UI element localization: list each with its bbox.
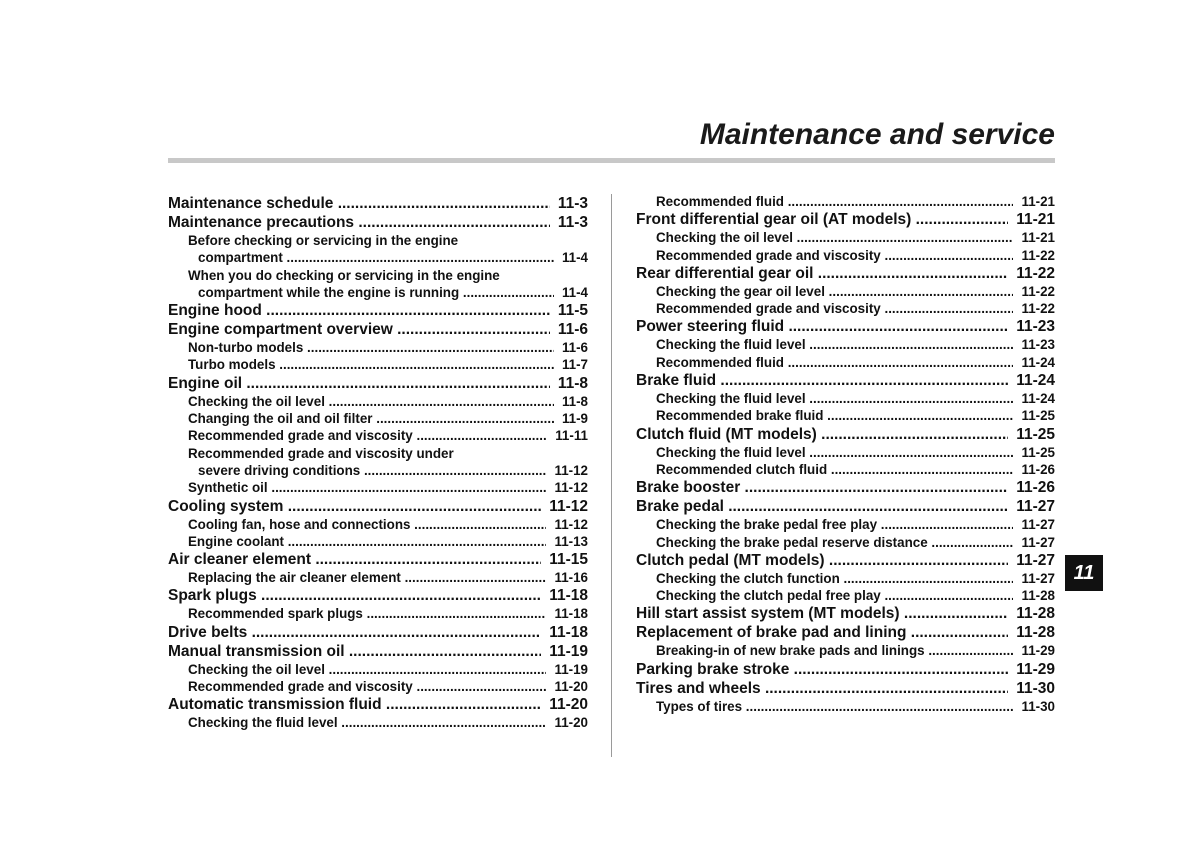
toc-page-number: 11-12 (554, 462, 588, 478)
toc-subentry[interactable] (636, 300, 1055, 317)
toc-page-number: 11-25 (1021, 408, 1055, 424)
toc-entry-label: Front differential gear oil (AT models) ..... (636, 210, 1008, 229)
toc-subentry[interactable] (636, 247, 1055, 264)
toc-subentry[interactable] (636, 283, 1055, 300)
toc-page-number: 11-20 (554, 715, 588, 731)
toc-page-number: 11-3 (557, 214, 588, 231)
toc-page-number: 11-12 (554, 480, 588, 496)
toc-entry-label: Checking the oil level ..... (188, 393, 554, 410)
chapter-title: Maintenance and service (699, 118, 1055, 151)
toc-subentry[interactable] (636, 229, 1055, 246)
toc-page-number: 11-11 (555, 428, 588, 444)
toc-entry-label: Checking the fluid level ..... (656, 390, 1013, 407)
toc-page-number: 11-27 (1021, 534, 1055, 550)
toc-subentry[interactable] (636, 698, 1055, 715)
toc-entry-label: Checking the oil level ..... (656, 229, 1013, 246)
toc-entry[interactable] (636, 623, 1055, 642)
toc-subentry[interactable] (168, 427, 588, 444)
toc-entry-label: Manual transmission oil ..... (168, 642, 541, 661)
toc-entry-label: Brake booster ..... (636, 478, 1008, 497)
toc-page-number: 11-6 (561, 340, 588, 356)
toc-subentry[interactable] (636, 354, 1055, 371)
toc-entry-label-line: When you do checking or servicing in the engine (188, 267, 500, 283)
toc-entry[interactable] (636, 210, 1055, 229)
toc-entry-label: Checking the clutch pedal free play ..... (656, 587, 1013, 604)
toc-entry-label: Checking the fluid level ..... (188, 714, 546, 731)
toc-page-number: 11-28 (1016, 605, 1055, 623)
toc-entry-label: Replacing the air cleaner element ..... (188, 569, 546, 586)
toc-page-number: 11-16 (554, 570, 588, 586)
toc-entry[interactable] (636, 264, 1055, 283)
toc-entry[interactable] (636, 660, 1055, 679)
toc-page-number: 11-23 (1021, 337, 1055, 353)
toc-entry-label: Recommended grade and viscosity ..... (188, 678, 546, 695)
toc-entry-label: Checking the clutch function ..... (656, 570, 1013, 587)
toc-entry-label: Brake pedal ..... (636, 497, 1008, 516)
toc-page-number: 11-27 (1021, 570, 1055, 586)
toc-entry-label: Automatic transmission fluid ..... (168, 695, 541, 714)
toc-subentry[interactable] (168, 410, 588, 427)
toc-subentry[interactable] (168, 356, 588, 373)
toc-entry-label: Tires and wheels ..... (636, 679, 1008, 698)
toc-entry-label: Maintenance schedule ..... (168, 194, 550, 213)
toc-entry-label: Non-turbo models ..... (188, 339, 554, 356)
toc-page-number: 11-3 (557, 195, 588, 212)
toc-entry-label-line: Before checking or servicing in the engine (188, 233, 459, 248)
toc-page-number: 11-23 (1016, 318, 1055, 336)
toc-page-number: 11-20 (549, 696, 588, 714)
toc-entry-label: Air cleaner element ..... (168, 550, 541, 569)
toc-entry-label: Replacement of brake pad and lining ..... (636, 623, 1008, 642)
toc-page-number: 11-6 (557, 321, 588, 339)
toc-page-number: 11-29 (1021, 643, 1055, 659)
toc-entry-label: Recommended spark plugs ..... (188, 605, 546, 622)
toc-entry-label: Recommended fluid ..... (656, 193, 1013, 210)
toc-entry-label: Clutch fluid (MT models) ..... (636, 425, 1008, 444)
toc-entry[interactable] (636, 604, 1055, 623)
toc-subentry[interactable] (636, 336, 1055, 353)
toc-subentry[interactable] (636, 642, 1055, 659)
toc-page-number: 11-21 (1021, 194, 1055, 209)
toc-entry[interactable] (168, 623, 588, 642)
toc-page-number: 11-22 (1021, 301, 1055, 317)
toc-entry-label: Spark plugs ..... (168, 586, 541, 605)
toc-page-number: 11-24 (1021, 354, 1055, 370)
toc-entry[interactable] (168, 320, 588, 339)
toc-subentry[interactable] (636, 390, 1055, 407)
toc-entry-label: compartment ..... (198, 249, 554, 266)
toc-entry-label: Power steering fluid ..... (636, 317, 1008, 336)
toc-entry[interactable] (168, 497, 588, 516)
toc-entry-label: Changing the oil and oil filter ..... (188, 410, 554, 427)
toc-page-number: 11-30 (1021, 698, 1055, 714)
toc-entry[interactable] (636, 425, 1055, 444)
toc-subentry[interactable] (168, 232, 588, 267)
toc-subentry[interactable] (168, 393, 588, 410)
toc-page-number: 11-20 (554, 679, 588, 695)
toc-subentry[interactable] (168, 267, 588, 302)
toc-subentry[interactable] (636, 193, 1055, 210)
toc-entry-label: Drive belts ..... (168, 623, 541, 642)
toc-page-number: 11-27 (1016, 498, 1055, 516)
toc-subentry[interactable] (168, 569, 588, 586)
toc-page-number: 11-21 (1021, 230, 1055, 246)
toc-entry-label-line: Recommended grade and viscosity under (188, 445, 454, 461)
toc-entry[interactable] (636, 317, 1055, 336)
toc-subentry[interactable] (168, 339, 588, 356)
toc-page-number: 11-22 (1016, 264, 1055, 282)
toc-entry-label: Checking the brake pedal free play ..... (656, 516, 1013, 533)
toc-entry-label: Recommended clutch fluid ..... (656, 461, 1013, 478)
toc-subentry[interactable] (168, 661, 588, 678)
toc-subentry[interactable] (168, 678, 588, 695)
toc-left-column (168, 194, 588, 732)
toc-page-number: 11-24 (1021, 391, 1055, 407)
toc-subentry[interactable] (636, 587, 1055, 604)
toc-page-number: 11-7 (561, 357, 588, 373)
toc-subentry[interactable] (636, 516, 1055, 533)
toc-entry[interactable] (636, 679, 1055, 698)
toc-page-number: 11-27 (1016, 551, 1055, 569)
toc-page-number: 11-8 (561, 393, 588, 409)
toc-entry-label: Rear differential gear oil ..... (636, 264, 1008, 283)
toc-entry[interactable] (636, 551, 1055, 570)
toc-entry[interactable] (636, 497, 1055, 516)
toc-page-number: 11-24 (1016, 372, 1055, 390)
toc-entry[interactable] (168, 695, 588, 714)
toc-entry[interactable] (636, 478, 1055, 497)
toc-subentry[interactable] (636, 534, 1055, 551)
toc-entry-label: Types of tires ..... (656, 698, 1013, 715)
toc-page-number: 11-5 (557, 302, 588, 320)
toc-subentry[interactable] (168, 479, 588, 496)
toc-entry[interactable] (168, 374, 588, 393)
toc-page-number: 11-27 (1021, 517, 1055, 533)
toc-page-number: 11-28 (1021, 588, 1055, 604)
toc-entry-label: Engine compartment overview ..... (168, 320, 550, 339)
toc-page-number: 11-9 (561, 411, 588, 427)
toc-entry-label: Breaking-in of new brake pads and linings ..... (656, 642, 1013, 659)
toc-entry-label: severe driving conditions ..... (198, 462, 546, 479)
toc-page-number: 11-12 (554, 516, 588, 532)
toc-page-number: 11-30 (1016, 679, 1055, 697)
toc-entry-label: Recommended fluid ..... (656, 354, 1013, 371)
toc-subentry[interactable] (168, 445, 588, 480)
toc-page-number: 11-28 (1016, 624, 1055, 642)
toc-page-number: 11-13 (554, 533, 588, 549)
toc-entry[interactable] (168, 586, 588, 605)
toc-entry[interactable] (168, 194, 588, 213)
toc-entry-label: Engine hood ..... (168, 301, 550, 320)
toc-subentry[interactable] (636, 461, 1055, 478)
toc-subentry[interactable] (168, 714, 588, 731)
column-divider (611, 194, 612, 757)
toc-entry-label: Hill start assist system (MT models) ..... (636, 604, 1008, 623)
toc-entry-label: Engine coolant ..... (188, 533, 546, 550)
toc-entry-label: Maintenance precautions ..... (168, 213, 550, 232)
toc-subentry[interactable] (168, 605, 588, 622)
toc-page-number: 11-15 (549, 551, 588, 569)
toc-right-column (636, 193, 1055, 715)
toc-page-number: 11-19 (549, 642, 588, 660)
toc-entry-label: Cooling fan, hose and connections ..... (188, 516, 546, 533)
toc-page-number: 11-12 (549, 497, 588, 515)
toc-subentry[interactable] (168, 533, 588, 550)
toc-page-number: 11-22 (1021, 247, 1055, 263)
toc-entry[interactable] (168, 213, 588, 232)
toc-page-number: 11-4 (561, 250, 588, 266)
toc-page-number: 11-25 (1016, 425, 1055, 443)
toc-entry-label: Engine oil ..... (168, 374, 550, 393)
toc-entry-label: Recommended grade and viscosity ..... (656, 300, 1013, 317)
toc-page-number: 11-26 (1021, 461, 1055, 477)
toc-entry[interactable] (168, 550, 588, 569)
toc-page-number: 11-18 (554, 606, 588, 622)
toc-entry-label: Parking brake stroke ..... (636, 660, 1008, 679)
toc-page-number: 11-22 (1021, 283, 1055, 299)
toc-page-number: 11-26 (1016, 479, 1055, 497)
toc-entry-label: Checking the gear oil level ..... (656, 283, 1013, 300)
title-rule (168, 158, 1055, 163)
toc-entry-label: Checking the fluid level ..... (656, 444, 1013, 461)
toc-entry[interactable] (168, 301, 588, 320)
toc-page-number: 11-25 (1021, 444, 1055, 460)
toc-entry[interactable] (636, 371, 1055, 390)
toc-subentry[interactable] (636, 444, 1055, 461)
toc-entry[interactable] (168, 642, 588, 661)
toc-entry-label: Checking the fluid level ..... (656, 336, 1013, 353)
toc-page-number: 11-8 (557, 374, 588, 392)
toc-subentry[interactable] (636, 407, 1055, 424)
toc-page-number: 11-21 (1016, 211, 1055, 229)
toc-entry-label: Turbo models ..... (188, 356, 554, 373)
toc-entry-label: Checking the oil level ..... (188, 661, 546, 678)
toc-entry-label: Recommended grade and viscosity ..... (188, 427, 547, 444)
toc-entry-label: Recommended brake fluid ..... (656, 407, 1013, 424)
toc-page-number: 11-4 (561, 284, 588, 300)
toc-entry-label: compartment while the engine is running ..... (198, 284, 554, 301)
toc-entry-label: Recommended grade and viscosity ..... (656, 247, 1013, 264)
toc-entry-label: Cooling system ..... (168, 497, 541, 516)
toc-entry-label: Synthetic oil ..... (188, 479, 546, 496)
chapter-tab[interactable]: 11 (1065, 555, 1103, 591)
toc-subentry[interactable] (636, 570, 1055, 587)
toc-page-number: 11-18 (549, 587, 588, 605)
toc-entry-label: Clutch pedal (MT models) ..... (636, 551, 1008, 570)
toc-page-number: 11-29 (1016, 660, 1055, 678)
toc-entry-label: Checking the brake pedal reserve distance ..... (656, 534, 1013, 551)
toc-entry-label: Brake fluid ..... (636, 371, 1008, 390)
toc-page-number: 11-19 (554, 661, 588, 677)
toc-subentry[interactable] (168, 516, 588, 533)
toc-page-number: 11-18 (549, 623, 588, 641)
